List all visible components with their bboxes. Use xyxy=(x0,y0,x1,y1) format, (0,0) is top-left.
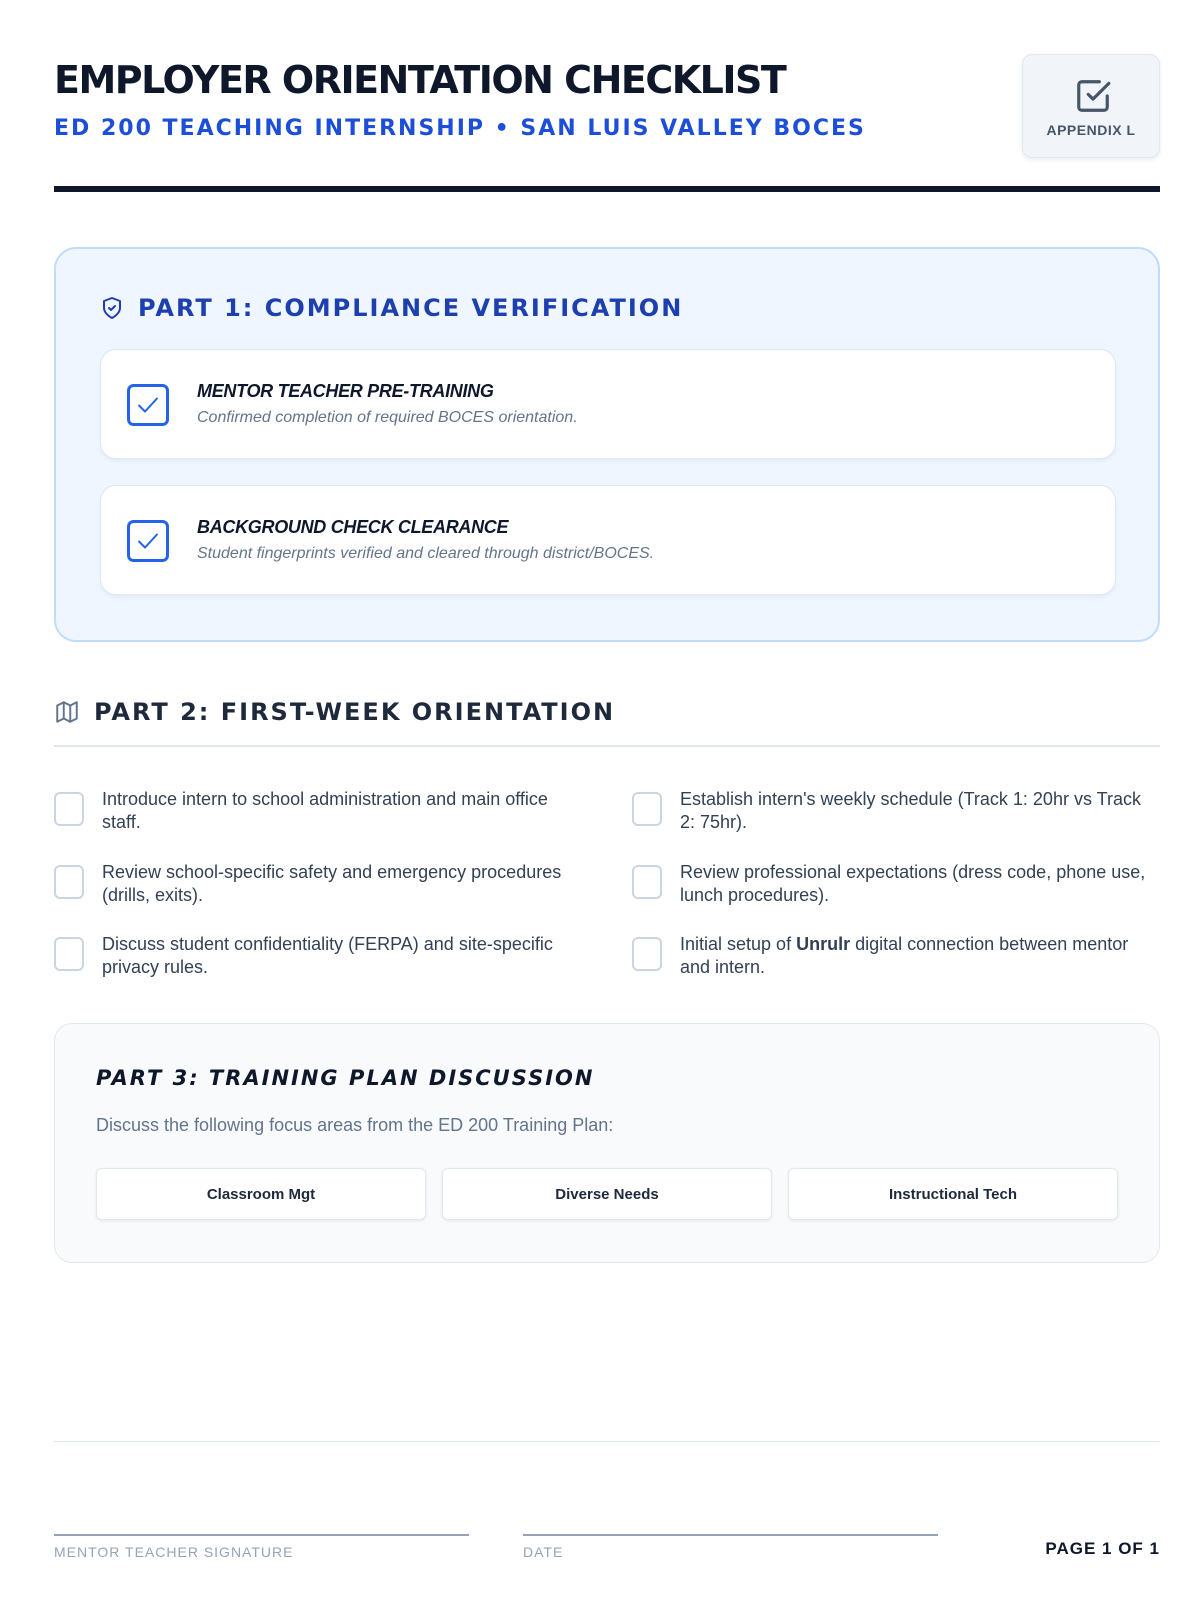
focus-area-chip: Diverse Needs xyxy=(442,1168,772,1220)
task-checkbox[interactable] xyxy=(632,865,662,899)
page xyxy=(54,0,1160,1600)
task-text: Establish intern's weekly schedule (Track 1: 20hr vs Track 2: 75hr). xyxy=(680,789,1141,832)
footer-divider xyxy=(54,1441,1160,1442)
compliance-section xyxy=(54,247,1160,642)
orientation-task xyxy=(632,933,1152,989)
date-line[interactable] xyxy=(523,1534,938,1536)
training-plan-section xyxy=(54,1023,1160,1263)
task-text: Review school-specific safety and emergency procedures (drills, exits). xyxy=(102,862,562,905)
shield-check-icon xyxy=(100,295,124,321)
section-divider xyxy=(54,745,1160,747)
compliance-item xyxy=(100,349,1116,459)
date-label: DATE xyxy=(523,1544,564,1560)
task-checkbox[interactable] xyxy=(632,792,662,826)
checked-checkbox[interactable] xyxy=(127,520,169,562)
task-text-prefix: Initial setup of xyxy=(680,934,797,954)
orientation-task xyxy=(54,788,574,844)
section-heading xyxy=(54,695,615,729)
signature-label: MENTOR TEACHER SIGNATURE xyxy=(54,1544,294,1560)
header-divider xyxy=(54,186,1160,192)
orientation-task xyxy=(632,788,1152,844)
section-title: PART 2: FIRST-WEEK ORIENTATION xyxy=(94,698,616,726)
focus-area-chip: Classroom Mgt xyxy=(96,1168,426,1220)
task-text: Discuss student confidentiality (FERPA) and site-specific privacy rules. xyxy=(102,934,553,977)
compliance-item-name: MENTOR TEACHER PRE-TRAINING xyxy=(197,381,494,401)
task-text-suffix: digital connection between mentor and intern. xyxy=(680,934,1129,977)
document-header xyxy=(54,54,1160,164)
compliance-item xyxy=(100,485,1116,595)
checked-checkbox[interactable] xyxy=(127,384,169,426)
page-subtitle: ED 200 TEACHING INTERNSHIP • SAN LUIS VALLEY BOCES xyxy=(54,116,866,141)
page-title: EMPLOYER ORIENTATION CHECKLIST xyxy=(54,58,786,102)
orientation-task xyxy=(54,933,574,989)
page-number: PAGE 1 OF 1 xyxy=(1045,1539,1160,1558)
section-title: PART 1: COMPLIANCE VERIFICATION xyxy=(138,294,684,322)
task-checkbox[interactable] xyxy=(632,937,662,971)
compliance-item-name: BACKGROUND CHECK CLEARANCE xyxy=(197,517,509,537)
task-checkbox[interactable] xyxy=(54,937,84,971)
task-text: Review professional expectations (dress code, phone use, lunch procedures). xyxy=(680,862,1146,905)
section-heading xyxy=(100,293,683,323)
appendix-badge xyxy=(1022,54,1160,158)
task-checkbox[interactable] xyxy=(54,792,84,826)
section-title: PART 3: TRAINING PLAN DISCUSSION xyxy=(96,1066,595,1090)
task-text: Introduce intern to school administration and main office staff. xyxy=(102,789,548,832)
compliance-item-description: Confirmed completion of required BOCES orientation. xyxy=(197,409,578,426)
section-description: Discuss the following focus areas from the ED 200 Training Plan: xyxy=(96,1115,614,1135)
task-text xyxy=(680,933,1146,979)
compliance-item-description: Student fingerprints verified and cleared through district/BOCES. xyxy=(197,545,655,562)
orientation-task xyxy=(54,861,574,917)
focus-area-chip: Instructional Tech xyxy=(788,1168,1118,1220)
map-icon xyxy=(54,699,80,725)
signature-line[interactable] xyxy=(54,1534,469,1536)
task-checkbox[interactable] xyxy=(54,865,84,899)
checkbox-icon xyxy=(1074,77,1112,115)
orientation-task xyxy=(632,861,1152,917)
appendix-label: APPENDIX L xyxy=(1046,122,1136,138)
app-name: Unrulr xyxy=(796,934,851,954)
